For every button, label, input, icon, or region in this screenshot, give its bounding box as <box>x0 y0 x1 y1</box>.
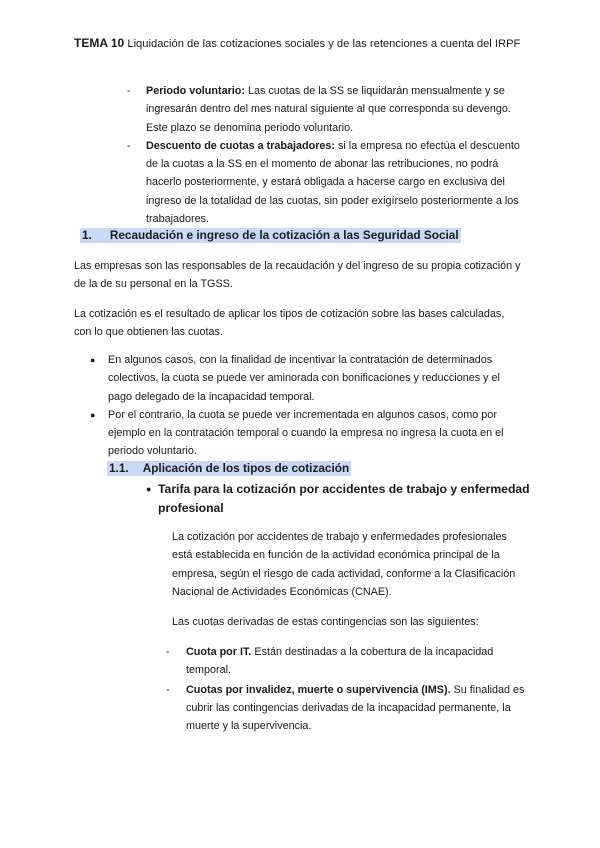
dash-marker: - <box>127 139 131 152</box>
item-text: En algunos casos, con la finalidad de incentivar la contratación de determinados colectivos, la cuota se puede ver aminorada con bonificaciones y reducciones y el pago delegado de la incapacidad temporal. <box>108 354 500 403</box>
bullet-marker: ● <box>90 409 96 420</box>
section-title: Aplicación de los tipos de cotización <box>142 461 350 475</box>
item-text: Por el contrario, la cuota se puede ver incrementada en algunos casos, como por ejemplo en la contratación temporal o cuando la empresa no ingresa la cuota en el periodo voluntario. <box>108 408 504 458</box>
tema-number: TEMA 10 <box>74 36 125 50</box>
subheading-bullet <box>146 480 536 518</box>
paragraph: Las empresas son las responsables de la recaudación y del ingreso de su propia cotización y de la de su personal en la TGSS. <box>74 260 521 291</box>
item-text: Las cuotas de la SS se liquidarán mensualmente y se ingresarán dentro del mes natural siguiente al que corresponda su devengo. Este plazo se denomina periodo voluntario. <box>146 85 511 134</box>
dash-marker: - <box>166 683 170 696</box>
item-text: Están destinadas a la cobertura de la incapacidad temporal. <box>186 646 494 677</box>
item-term: Cuotas por invalidez, muerte o supervivencia (IMS). <box>186 683 451 696</box>
list-item <box>90 406 522 461</box>
dash-marker: - <box>127 85 131 97</box>
bullet-list <box>90 351 522 461</box>
subheading-text: Tarifa para la cotización por accidentes de trabajo y enfermedad profesional <box>158 482 530 515</box>
bullet-marker: ● <box>90 355 96 365</box>
page-header <box>74 36 520 50</box>
section-1-heading <box>80 227 461 243</box>
paragraph: Las cuotas derivadas de estas contingencias son las siguientes: <box>172 616 479 628</box>
item-term: Descuento de cuotas a trabajadores: <box>146 139 336 152</box>
list-item <box>127 137 527 228</box>
item-text: Su finalidad es cubrir las contingencias derivadas de la incapacidad permanente, la muerte y la supervivencia. <box>186 683 525 733</box>
item-term: Periodo voluntario: <box>146 85 245 97</box>
section-number: 1.1. <box>109 461 129 475</box>
intro-list <box>127 82 527 228</box>
list-item <box>166 681 536 736</box>
item-text: si la empresa no efectúa el descuento de la cuotas a la SS en el momento de abonar las retribuciones, no podrá hacerlo posteriormente, y estará obligada a hacerse cargo en exclusiva del ingreso de la totalidad de las cuotas, sin poder exigírselo posteriormente a los trabajadores. <box>146 139 520 226</box>
item-term: Cuota por IT. <box>186 646 252 658</box>
paragraph: La cotización por accidentes de trabajo y enfermedades profesionales está establecida en función de la actividad económica principal de la empresa, según el riesgo de cada actividad, conforme a la Clasificación Nacional de Actividades Económicas (CNAE). <box>172 531 516 598</box>
list-item <box>127 82 527 137</box>
dash-marker: - <box>166 646 170 658</box>
list-item <box>166 643 536 680</box>
section-number: 1. <box>82 228 92 242</box>
section-title: Recaudación e ingreso de la cotización a las Seguridad Social <box>109 228 459 242</box>
header-title: Liquidación de las cotizaciones sociales y de las retenciones a cuenta del IRPF <box>127 38 521 50</box>
paragraph: La cotización es el resultado de aplicar los tipos de cotización sobre las bases calculadas, con lo que obtienen las cuotas. <box>74 308 505 339</box>
bullet-marker: ● <box>146 484 152 494</box>
list-item <box>90 351 522 406</box>
section-1-1-heading <box>107 460 351 476</box>
contingency-list <box>166 643 536 735</box>
